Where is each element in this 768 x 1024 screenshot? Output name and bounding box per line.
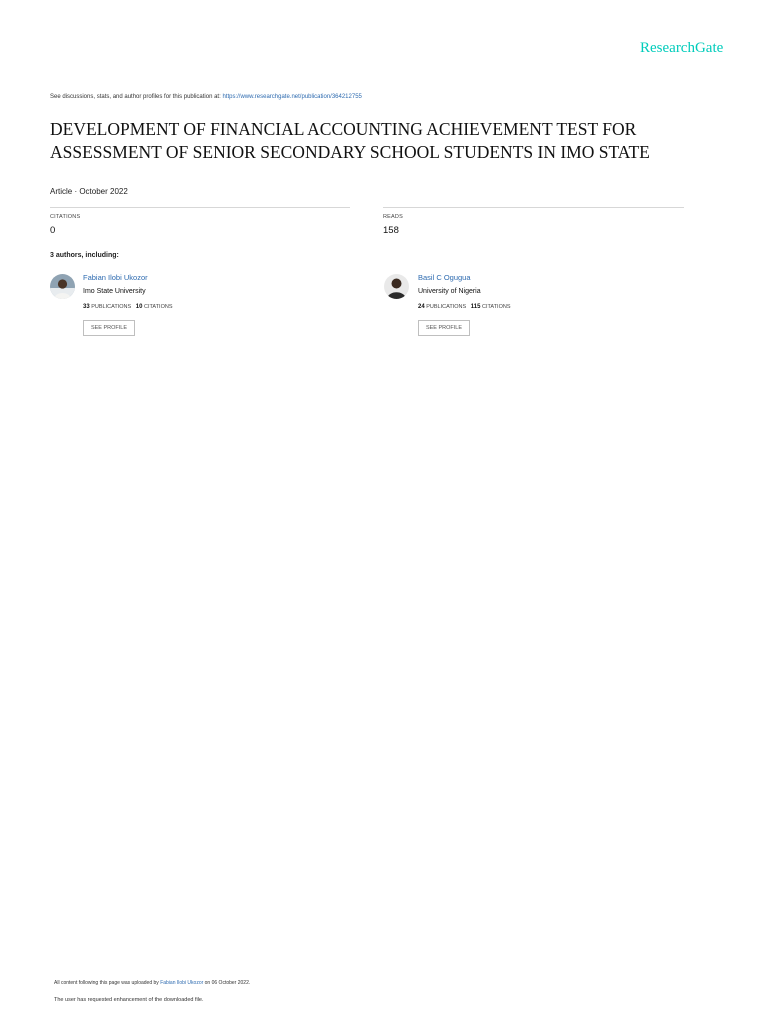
reads-label: READS: [383, 214, 403, 220]
publication-url-link[interactable]: https://www.researchgate.net/publication/364212755: [222, 94, 362, 100]
citations-label: CITATIONS: [50, 214, 81, 220]
divider-left: [50, 207, 350, 208]
author-1-name[interactable]: Fabian Ilobi Ukozor: [83, 273, 148, 282]
author-2-publications-count: 24: [418, 304, 425, 310]
discussion-line: [50, 94, 362, 100]
author-1-publications-label: PUBLICATIONS: [91, 304, 132, 310]
author-2-stats: [418, 304, 511, 310]
authors-heading: 3 authors, including:: [50, 252, 119, 259]
author-2-publications-label: PUBLICATIONS: [426, 304, 467, 310]
person-photo-icon[interactable]: [50, 274, 75, 299]
divider-right: [383, 207, 684, 208]
title-line-2: ASSESSMENT OF SENIOR SECONDARY SCHOOL STUDENTS IN IMO STATE: [50, 142, 650, 162]
publication-title: [50, 118, 710, 164]
author-1-stats: [83, 304, 173, 310]
person-photo-icon[interactable]: [384, 274, 409, 299]
author-1-publications-count: 33: [83, 304, 90, 310]
upload-suffix: on 06 October 2022.: [203, 980, 251, 986]
enhancement-note: The user has requested enhancement of the downloaded file.: [54, 997, 204, 1003]
author-1-see-profile-button[interactable]: SEE PROFILE: [83, 320, 135, 336]
uploader-link[interactable]: Fabian Ilobi Ukozor: [160, 980, 204, 986]
title-line-1: DEVELOPMENT OF FINANCIAL ACCOUNTING ACHIEVEMENT TEST FOR: [50, 119, 637, 139]
author-2-name[interactable]: Basil C Ogugua: [418, 273, 471, 282]
author-2-institution: University of Nigeria: [418, 288, 481, 295]
author-2-see-profile-button[interactable]: SEE PROFILE: [418, 320, 470, 336]
reads-value: 158: [383, 225, 399, 236]
upload-notice: [54, 980, 250, 986]
researchgate-logo[interactable]: ResearchGate: [640, 40, 724, 56]
upload-prefix: All content following this page was uploaded by: [54, 980, 161, 986]
article-meta: Article · October 2022: [50, 187, 128, 196]
discussion-text: See discussions, stats, and author profiles for this publication at:: [50, 94, 223, 100]
author-1-citations-label: CITATIONS: [143, 304, 173, 310]
author-2-citations-label: CITATIONS: [481, 304, 511, 310]
author-1-institution: Imo State University: [83, 288, 146, 295]
citations-value: 0: [50, 225, 56, 236]
author-1-citations-count: 10: [135, 304, 143, 310]
author-2-citations-count: 115: [470, 304, 481, 310]
